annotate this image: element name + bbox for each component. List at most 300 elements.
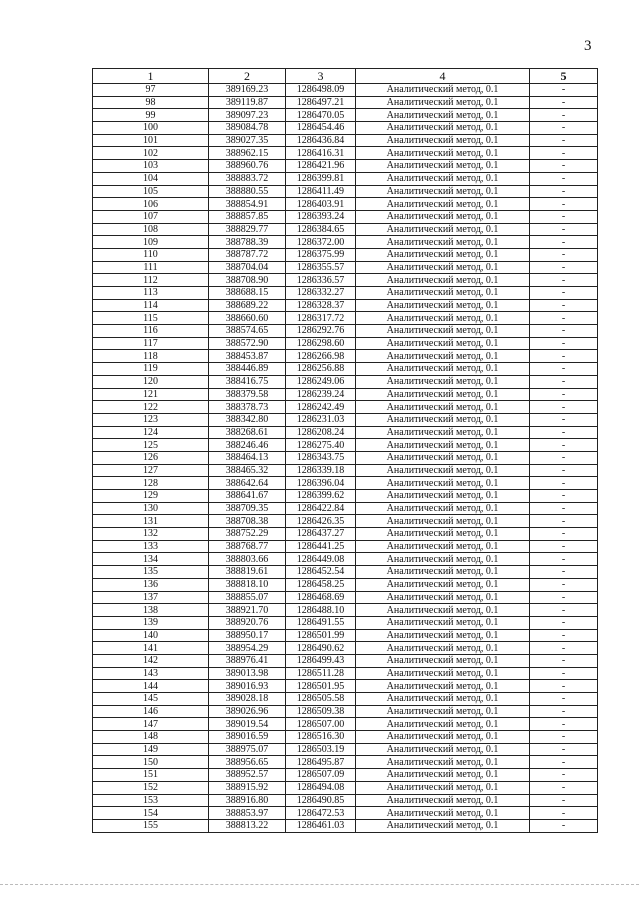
description-cell: - (530, 819, 598, 832)
description-cell: - (530, 693, 598, 706)
table-row (93, 654, 598, 667)
description-cell: - (530, 705, 598, 718)
y-coordinate-cell: 1286411.49 (286, 185, 356, 198)
table-row (93, 210, 598, 223)
description-cell: - (530, 426, 598, 439)
x-coordinate-cell: 388453.87 (209, 350, 286, 363)
method-cell: Аналитический метод, 0.1 (356, 426, 530, 439)
description-cell: - (530, 350, 598, 363)
page-bottom-divider (0, 884, 639, 885)
point-number-cell: 145 (93, 693, 209, 706)
point-number-cell: 99 (93, 109, 209, 122)
description-cell: - (530, 654, 598, 667)
method-cell: Аналитический метод, 0.1 (356, 591, 530, 604)
description-cell: - (530, 502, 598, 515)
y-coordinate-cell: 1286507.09 (286, 769, 356, 782)
method-cell: Аналитический метод, 0.1 (356, 502, 530, 515)
point-number-cell: 143 (93, 667, 209, 680)
x-coordinate-cell: 388956.65 (209, 756, 286, 769)
point-number-cell: 108 (93, 223, 209, 236)
x-coordinate-cell: 388642.64 (209, 477, 286, 490)
x-coordinate-cell: 388950.17 (209, 629, 286, 642)
method-cell: Аналитический метод, 0.1 (356, 654, 530, 667)
method-cell: Аналитический метод, 0.1 (356, 693, 530, 706)
y-coordinate-cell: 1286449.08 (286, 553, 356, 566)
point-number-cell: 111 (93, 261, 209, 274)
table-row (93, 490, 598, 503)
x-coordinate-cell: 389028.18 (209, 693, 286, 706)
description-cell: - (530, 261, 598, 274)
point-number-cell: 119 (93, 363, 209, 376)
description-cell: - (530, 248, 598, 261)
table-row (93, 642, 598, 655)
description-cell: - (530, 299, 598, 312)
method-cell: Аналитический метод, 0.1 (356, 413, 530, 426)
table-row (93, 807, 598, 820)
x-coordinate-cell: 388704.04 (209, 261, 286, 274)
method-cell: Аналитический метод, 0.1 (356, 388, 530, 401)
x-coordinate-cell: 389027.35 (209, 134, 286, 147)
description-cell: - (530, 160, 598, 173)
y-coordinate-cell: 1286292.76 (286, 325, 356, 338)
x-coordinate-cell: 389119.87 (209, 96, 286, 109)
table-row (93, 236, 598, 249)
point-number-cell: 122 (93, 401, 209, 414)
method-cell: Аналитический метод, 0.1 (356, 629, 530, 642)
method-cell: Аналитический метод, 0.1 (356, 274, 530, 287)
description-cell: - (530, 274, 598, 287)
x-coordinate-cell: 388920.76 (209, 616, 286, 629)
point-number-cell: 149 (93, 743, 209, 756)
method-cell: Аналитический метод, 0.1 (356, 731, 530, 744)
point-number-cell: 118 (93, 350, 209, 363)
table-row (93, 553, 598, 566)
point-number-cell: 155 (93, 819, 209, 832)
description-cell: - (530, 134, 598, 147)
table-row (93, 426, 598, 439)
y-coordinate-cell: 1286505.58 (286, 693, 356, 706)
description-cell: - (530, 680, 598, 693)
x-coordinate-cell: 388688.15 (209, 287, 286, 300)
method-cell: Аналитический метод, 0.1 (356, 248, 530, 261)
point-number-cell: 109 (93, 236, 209, 249)
method-cell: Аналитический метод, 0.1 (356, 477, 530, 490)
description-cell: - (530, 451, 598, 464)
x-coordinate-cell: 388708.38 (209, 515, 286, 528)
x-coordinate-cell: 388915.92 (209, 781, 286, 794)
description-cell: - (530, 236, 598, 249)
y-coordinate-cell: 1286490.85 (286, 794, 356, 807)
point-number-cell: 121 (93, 388, 209, 401)
table-row (93, 185, 598, 198)
table-row (93, 350, 598, 363)
description-cell: - (530, 147, 598, 160)
point-number-cell: 129 (93, 490, 209, 503)
x-coordinate-cell: 388952.57 (209, 769, 286, 782)
y-coordinate-cell: 1286501.95 (286, 680, 356, 693)
y-coordinate-cell: 1286249.06 (286, 375, 356, 388)
header-x-coordinate: 2 (209, 69, 286, 84)
table-row (93, 591, 598, 604)
x-coordinate-cell: 388689.22 (209, 299, 286, 312)
y-coordinate-cell: 1286416.31 (286, 147, 356, 160)
x-coordinate-cell: 388819.61 (209, 566, 286, 579)
point-number-cell: 107 (93, 210, 209, 223)
description-cell: - (530, 363, 598, 376)
description-cell: - (530, 743, 598, 756)
y-coordinate-cell: 1286399.81 (286, 172, 356, 185)
point-number-cell: 151 (93, 769, 209, 782)
table-row (93, 172, 598, 185)
table-row (93, 769, 598, 782)
table-row (93, 413, 598, 426)
y-coordinate-cell: 1286491.55 (286, 616, 356, 629)
point-number-cell: 113 (93, 287, 209, 300)
y-coordinate-cell: 1286422.84 (286, 502, 356, 515)
point-number-cell: 140 (93, 629, 209, 642)
point-number-cell: 110 (93, 248, 209, 261)
y-coordinate-cell: 1286472.53 (286, 807, 356, 820)
method-cell: Аналитический метод, 0.1 (356, 439, 530, 452)
table-row (93, 451, 598, 464)
y-coordinate-cell: 1286328.37 (286, 299, 356, 312)
x-coordinate-cell: 388976.41 (209, 654, 286, 667)
description-cell: - (530, 439, 598, 452)
table-row (93, 109, 598, 122)
table-row (93, 667, 598, 680)
y-coordinate-cell: 1286468.69 (286, 591, 356, 604)
method-cell: Аналитический метод, 0.1 (356, 794, 530, 807)
method-cell: Аналитический метод, 0.1 (356, 223, 530, 236)
x-coordinate-cell: 388960.76 (209, 160, 286, 173)
x-coordinate-cell: 388818.10 (209, 578, 286, 591)
description-cell: - (530, 591, 598, 604)
table-row (93, 248, 598, 261)
y-coordinate-cell: 1286355.57 (286, 261, 356, 274)
description-cell: - (530, 490, 598, 503)
coordinates-table (92, 68, 598, 833)
point-number-cell: 115 (93, 312, 209, 325)
point-number-cell: 120 (93, 375, 209, 388)
point-number-cell: 154 (93, 807, 209, 820)
method-cell: Аналитический метод, 0.1 (356, 490, 530, 503)
x-coordinate-cell: 388855.07 (209, 591, 286, 604)
point-number-cell: 128 (93, 477, 209, 490)
point-number-cell: 134 (93, 553, 209, 566)
description-cell: - (530, 172, 598, 185)
method-cell: Аналитический метод, 0.1 (356, 198, 530, 211)
description-cell: - (530, 578, 598, 591)
method-cell: Аналитический метод, 0.1 (356, 769, 530, 782)
x-coordinate-cell: 388464.13 (209, 451, 286, 464)
method-cell: Аналитический метод, 0.1 (356, 604, 530, 617)
method-cell: Аналитический метод, 0.1 (356, 718, 530, 731)
table-row (93, 261, 598, 274)
table-row (93, 363, 598, 376)
method-cell: Аналитический метод, 0.1 (356, 540, 530, 553)
y-coordinate-cell: 1286509.38 (286, 705, 356, 718)
point-number-cell: 141 (93, 642, 209, 655)
point-number-cell: 116 (93, 325, 209, 338)
x-coordinate-cell: 389019.54 (209, 718, 286, 731)
description-cell: - (530, 210, 598, 223)
method-cell: Аналитический метод, 0.1 (356, 325, 530, 338)
table-row (93, 464, 598, 477)
table-header-row (93, 69, 598, 84)
point-number-cell: 98 (93, 96, 209, 109)
y-coordinate-cell: 1286497.21 (286, 96, 356, 109)
method-cell: Аналитический метод, 0.1 (356, 819, 530, 832)
y-coordinate-cell: 1286436.84 (286, 134, 356, 147)
point-number-cell: 152 (93, 781, 209, 794)
table-row (93, 819, 598, 832)
y-coordinate-cell: 1286461.03 (286, 819, 356, 832)
description-cell: - (530, 109, 598, 122)
description-cell: - (530, 807, 598, 820)
y-coordinate-cell: 1286384.65 (286, 223, 356, 236)
x-coordinate-cell: 388446.89 (209, 363, 286, 376)
description-cell: - (530, 718, 598, 731)
method-cell: Аналитический метод, 0.1 (356, 350, 530, 363)
point-number-cell: 103 (93, 160, 209, 173)
table-row (93, 223, 598, 236)
table-row (93, 616, 598, 629)
method-cell: Аналитический метод, 0.1 (356, 705, 530, 718)
y-coordinate-cell: 1286317.72 (286, 312, 356, 325)
method-cell: Аналитический метод, 0.1 (356, 363, 530, 376)
table-row (93, 401, 598, 414)
method-cell: Аналитический метод, 0.1 (356, 401, 530, 414)
table-row (93, 540, 598, 553)
description-cell: - (530, 540, 598, 553)
y-coordinate-cell: 1286336.57 (286, 274, 356, 287)
method-cell: Аналитический метод, 0.1 (356, 185, 530, 198)
point-number-cell: 101 (93, 134, 209, 147)
point-number-cell: 136 (93, 578, 209, 591)
point-number-cell: 131 (93, 515, 209, 528)
description-cell: - (530, 566, 598, 579)
table-row (93, 198, 598, 211)
table-row (93, 84, 598, 97)
table-row (93, 680, 598, 693)
method-cell: Аналитический метод, 0.1 (356, 84, 530, 97)
table-row (93, 566, 598, 579)
description-cell: - (530, 769, 598, 782)
x-coordinate-cell: 389013.98 (209, 667, 286, 680)
method-cell: Аналитический метод, 0.1 (356, 312, 530, 325)
y-coordinate-cell: 1286454.46 (286, 122, 356, 135)
point-number-cell: 124 (93, 426, 209, 439)
point-number-cell: 102 (93, 147, 209, 160)
description-cell: - (530, 528, 598, 541)
x-coordinate-cell: 388752.29 (209, 528, 286, 541)
y-coordinate-cell: 1286266.98 (286, 350, 356, 363)
x-coordinate-cell: 388465.32 (209, 464, 286, 477)
x-coordinate-cell: 388768.77 (209, 540, 286, 553)
y-coordinate-cell: 1286490.62 (286, 642, 356, 655)
x-coordinate-cell: 388572.90 (209, 337, 286, 350)
x-coordinate-cell: 389026.96 (209, 705, 286, 718)
y-coordinate-cell: 1286393.24 (286, 210, 356, 223)
point-number-cell: 148 (93, 731, 209, 744)
y-coordinate-cell: 1286231.03 (286, 413, 356, 426)
point-number-cell: 114 (93, 299, 209, 312)
y-coordinate-cell: 1286275.40 (286, 439, 356, 452)
x-coordinate-cell: 388268.61 (209, 426, 286, 439)
table-row (93, 781, 598, 794)
description-cell: - (530, 185, 598, 198)
point-number-cell: 146 (93, 705, 209, 718)
table-row (93, 604, 598, 617)
description-cell: - (530, 553, 598, 566)
x-coordinate-cell: 388342.80 (209, 413, 286, 426)
x-coordinate-cell: 388803.66 (209, 553, 286, 566)
x-coordinate-cell: 388378.73 (209, 401, 286, 414)
y-coordinate-cell: 1286494.08 (286, 781, 356, 794)
x-coordinate-cell: 389169.23 (209, 84, 286, 97)
point-number-cell: 123 (93, 413, 209, 426)
description-cell: - (530, 616, 598, 629)
y-coordinate-cell: 1286503.19 (286, 743, 356, 756)
header-y-coordinate: 3 (286, 69, 356, 84)
method-cell: Аналитический метод, 0.1 (356, 743, 530, 756)
table-row (93, 705, 598, 718)
table-row (93, 477, 598, 490)
description-cell: - (530, 756, 598, 769)
x-coordinate-cell: 388962.15 (209, 147, 286, 160)
y-coordinate-cell: 1286298.60 (286, 337, 356, 350)
table-row (93, 287, 598, 300)
method-cell: Аналитический метод, 0.1 (356, 261, 530, 274)
method-cell: Аналитический метод, 0.1 (356, 210, 530, 223)
point-number-cell: 150 (93, 756, 209, 769)
table-row (93, 312, 598, 325)
y-coordinate-cell: 1286242.49 (286, 401, 356, 414)
x-coordinate-cell: 388883.72 (209, 172, 286, 185)
table-row (93, 693, 598, 706)
x-coordinate-cell: 389016.59 (209, 731, 286, 744)
y-coordinate-cell: 1286498.09 (286, 84, 356, 97)
y-coordinate-cell: 1286372.00 (286, 236, 356, 249)
method-cell: Аналитический метод, 0.1 (356, 578, 530, 591)
table-row (93, 337, 598, 350)
x-coordinate-cell: 388787.72 (209, 248, 286, 261)
table-row (93, 147, 598, 160)
x-coordinate-cell: 388857.85 (209, 210, 286, 223)
point-number-cell: 105 (93, 185, 209, 198)
point-number-cell: 112 (93, 274, 209, 287)
y-coordinate-cell: 1286403.91 (286, 198, 356, 211)
y-coordinate-cell: 1286339.18 (286, 464, 356, 477)
x-coordinate-cell: 388853.97 (209, 807, 286, 820)
x-coordinate-cell: 388379.58 (209, 388, 286, 401)
y-coordinate-cell: 1286399.62 (286, 490, 356, 503)
y-coordinate-cell: 1286208.24 (286, 426, 356, 439)
table-row (93, 388, 598, 401)
table-row (93, 134, 598, 147)
table-row (93, 731, 598, 744)
page-number: 3 (584, 38, 592, 54)
point-number-cell: 97 (93, 84, 209, 97)
method-cell: Аналитический метод, 0.1 (356, 299, 530, 312)
method-cell: Аналитический метод, 0.1 (356, 172, 530, 185)
x-coordinate-cell: 388641.67 (209, 490, 286, 503)
point-number-cell: 137 (93, 591, 209, 604)
method-cell: Аналитический метод, 0.1 (356, 287, 530, 300)
x-coordinate-cell: 388574.65 (209, 325, 286, 338)
y-coordinate-cell: 1286396.04 (286, 477, 356, 490)
y-coordinate-cell: 1286421.96 (286, 160, 356, 173)
point-number-cell: 133 (93, 540, 209, 553)
description-cell: - (530, 287, 598, 300)
y-coordinate-cell: 1286239.24 (286, 388, 356, 401)
x-coordinate-cell: 388813.22 (209, 819, 286, 832)
description-cell: - (530, 122, 598, 135)
description-cell: - (530, 84, 598, 97)
table-row (93, 325, 598, 338)
method-cell: Аналитический метод, 0.1 (356, 680, 530, 693)
y-coordinate-cell: 1286441.25 (286, 540, 356, 553)
table-row (93, 794, 598, 807)
table-row (93, 122, 598, 135)
point-number-cell: 126 (93, 451, 209, 464)
description-cell: - (530, 781, 598, 794)
method-cell: Аналитический метод, 0.1 (356, 451, 530, 464)
point-number-cell: 127 (93, 464, 209, 477)
point-number-cell: 147 (93, 718, 209, 731)
x-coordinate-cell: 388854.91 (209, 198, 286, 211)
description-cell: - (530, 388, 598, 401)
point-number-cell: 100 (93, 122, 209, 135)
method-cell: Аналитический метод, 0.1 (356, 781, 530, 794)
method-cell: Аналитический метод, 0.1 (356, 528, 530, 541)
y-coordinate-cell: 1286488.10 (286, 604, 356, 617)
description-cell: - (530, 667, 598, 680)
header-method: 4 (356, 69, 530, 84)
x-coordinate-cell: 388708.90 (209, 274, 286, 287)
y-coordinate-cell: 1286375.99 (286, 248, 356, 261)
table-row (93, 502, 598, 515)
point-number-cell: 117 (93, 337, 209, 350)
x-coordinate-cell: 388829.77 (209, 223, 286, 236)
y-coordinate-cell: 1286458.25 (286, 578, 356, 591)
description-cell: - (530, 198, 598, 211)
point-number-cell: 139 (93, 616, 209, 629)
y-coordinate-cell: 1286501.99 (286, 629, 356, 642)
method-cell: Аналитический метод, 0.1 (356, 553, 530, 566)
y-coordinate-cell: 1286452.54 (286, 566, 356, 579)
table-row (93, 718, 598, 731)
description-cell: - (530, 604, 598, 617)
description-cell: - (530, 794, 598, 807)
description-cell: - (530, 401, 598, 414)
point-number-cell: 104 (93, 172, 209, 185)
description-cell: - (530, 642, 598, 655)
point-number-cell: 142 (93, 654, 209, 667)
description-cell: - (530, 325, 598, 338)
table-row (93, 274, 598, 287)
y-coordinate-cell: 1286470.05 (286, 109, 356, 122)
method-cell: Аналитический метод, 0.1 (356, 134, 530, 147)
x-coordinate-cell: 388788.39 (209, 236, 286, 249)
x-coordinate-cell: 388416.75 (209, 375, 286, 388)
x-coordinate-cell: 388246.46 (209, 439, 286, 452)
table-row (93, 96, 598, 109)
method-cell: Аналитический метод, 0.1 (356, 147, 530, 160)
description-cell: - (530, 731, 598, 744)
description-cell: - (530, 96, 598, 109)
method-cell: Аналитический метод, 0.1 (356, 109, 530, 122)
